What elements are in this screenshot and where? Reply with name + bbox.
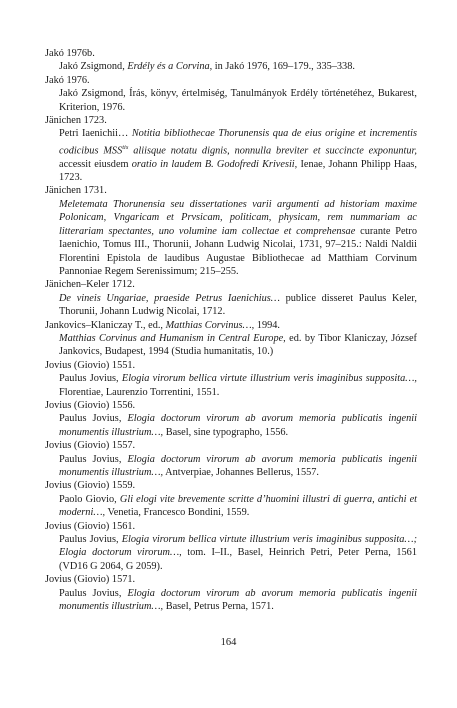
- entry-citation: [59, 198, 417, 278]
- text-segment: accessit eiusdem: [59, 158, 132, 170]
- bibliography-entry: [45, 520, 417, 574]
- bibliography-entry: [45, 74, 417, 114]
- entry-citation: [59, 60, 417, 73]
- entry-citation: [59, 332, 417, 359]
- text-segment: Paulus Jovius,: [59, 373, 122, 385]
- bibliography-entry: [45, 319, 417, 359]
- entry-key: Jovius (Giovio) 1556.: [45, 399, 136, 411]
- page-number: 164: [220, 637, 237, 648]
- italic-title-segment: Gli elogi vite brevemente scritte d’huomini illustri di guerra, antichi et moderni…,: [59, 493, 417, 519]
- italic-title-segment: Elogia doctorum virorum ab avorum memoria publicatis ingenii monumentis illustrium…,: [59, 413, 417, 438]
- bibliography-entry: [45, 479, 417, 519]
- text-segment: tom. I–II., Basel, Heinrich Petri, Peter Perna, 1561 (VD16 G 2064, G 2059).: [59, 547, 417, 572]
- italic-title-segment: aliisque notatu dignis, nonnulla breviter et succincte exponuntur,: [128, 145, 417, 157]
- italic-title-segment: Matthias Corvinus…,: [165, 319, 255, 331]
- text-segment: Jakó Zsigmond, Írás, könyv, értelmiség, Tanulmányok Erdély történetéhez, Bukarest, Kriterion, 1976.: [59, 88, 417, 113]
- entry-citation: [59, 453, 417, 480]
- text-segment: Venetia, Francesco Bondini, 1559.: [105, 507, 250, 519]
- italic-title-segment: Elogia virorum bellica virtute illustrium veris imaginibus supposita…;: [121, 534, 417, 546]
- bibliography-entry: [45, 47, 417, 74]
- italic-title-segment: oratio in laudem B. Godofredi Krivesii,: [131, 158, 298, 170]
- entry-citation: [59, 127, 417, 184]
- entry-citation: [59, 533, 417, 573]
- italic-title-segment: Matthias Corvinus and Humanism in Central Europe,: [59, 332, 286, 344]
- text-segment: 1994.: [254, 319, 281, 331]
- bibliography-entry: [45, 439, 417, 479]
- entry-key: Jänichen 1731.: [45, 185, 107, 197]
- entry-citation: [59, 372, 417, 399]
- entry-key: Jovius (Giovio) 1559.: [45, 480, 136, 492]
- italic-title-segment: Elogia virorum bellica virtute illustrium veris imaginibus supposita…,: [121, 373, 417, 385]
- italic-title-segment: Notitia bibliothecae Thorunensis qua de eius origine et incrementis codicibus MSS: [59, 128, 417, 157]
- italic-title-segment: Elogia doctorum virorum ab avorum memoria publicatis ingenii monumentis illustrium…,: [59, 453, 417, 479]
- entry-citation: [59, 87, 417, 114]
- text-segment: Florentiae, Laurenzio Torrentini, 1551.: [59, 386, 220, 398]
- entry-key: Jänichen 1723.: [45, 115, 107, 127]
- italic-title-segment: Erdély és a Corvina,: [127, 61, 213, 73]
- entry-key: Jovius (Giovio) 1561.: [45, 520, 136, 532]
- entry-key: Jakó 1976b.: [45, 48, 95, 59]
- entry-key: Jakó 1976.: [45, 74, 90, 86]
- entry-key: Jovius (Giovio) 1551.: [45, 359, 136, 371]
- text-segment: Antverpiae, Johannes Bellerus, 1557.: [163, 467, 319, 479]
- text-segment: Basel, Petrus Perna, 1571.: [163, 601, 274, 613]
- bibliography-entry: [45, 114, 417, 184]
- italic-title-segment: tis: [122, 143, 129, 151]
- bibliography-entry: [45, 573, 417, 613]
- text-segment: Paulus Jovius,: [59, 453, 128, 465]
- text-segment: Paulus Jovius,: [59, 413, 128, 425]
- entry-key: Jovius (Giovio) 1557.: [45, 440, 136, 452]
- bibliography-entry: [45, 399, 417, 439]
- bibliography-entry: [45, 359, 417, 399]
- italic-title-segment: Meletemata Thorunensia seu dissertationes varii argumenti ad historiam maxime Polonicam, Vngaricam et Prvsicam, politicam, physicam, rem nummariam ac litterariam spectantes, uno volumine iam collectae et comprehensae: [59, 198, 417, 237]
- text-segment: Paolo Giovio,: [59, 493, 120, 505]
- text-segment: Basel, sine typographo, 1556.: [163, 426, 289, 438]
- italic-title-segment: Elogia doctorum virorum ab avorum memoria publicatis ingenii monumentis illustrium…,: [59, 587, 417, 613]
- entry-key: Jovius (Giovio) 1571.: [45, 574, 136, 586]
- bibliography-list: [45, 47, 417, 613]
- bibliography-entry: [45, 278, 417, 318]
- text-segment: in Jakó 1976, 169–179., 335–338.: [212, 61, 355, 73]
- text-segment: ed. by Tibor Klaniczay, József Jankovics, Budapest, 1994 (Studia humanitatis, 10.): [59, 332, 417, 358]
- text-segment: publice disseret Paulus Keler, Thorunii, Johann Ludwig Nicolai, 1712.: [59, 292, 417, 318]
- text-segment: Paulus Jovius,: [59, 534, 122, 546]
- text-segment: Petri Iaenichii…: [59, 128, 132, 140]
- text-segment: curante Petro Iaenichio, Tomus III., Thorunii, Johann Ludwig Nicolai, 1731, 97–215.: Naldi Naldii Florentini Epistola de laudibus Augustae Bibliothecae ad Matthiam Corvinum Pannoniae Regem Serenissimum; 215–255.: [59, 225, 417, 277]
- bibliography-entry: [45, 184, 417, 278]
- entry-citation: [59, 412, 417, 439]
- entry-citation: [59, 587, 417, 614]
- italic-title-segment: De vineis Ungariae, praeside Petrus Iaenichius…: [59, 292, 280, 304]
- text-segment: Paulus Jovius,: [59, 587, 128, 599]
- entry-citation: [59, 292, 417, 319]
- text-segment: Ienae, Johann Philipp Haas, 1723.: [59, 158, 418, 184]
- entry-key: [45, 319, 417, 332]
- text-segment: Jankovics–Klaniczay T., ed.,: [45, 319, 166, 331]
- text-segment: Jakó Zsigmond,: [59, 61, 128, 73]
- entry-key: Jänichen–Keler 1712.: [45, 279, 135, 291]
- entry-citation: [59, 493, 417, 520]
- italic-title-segment: Elogia doctorum virorum…,: [59, 547, 182, 559]
